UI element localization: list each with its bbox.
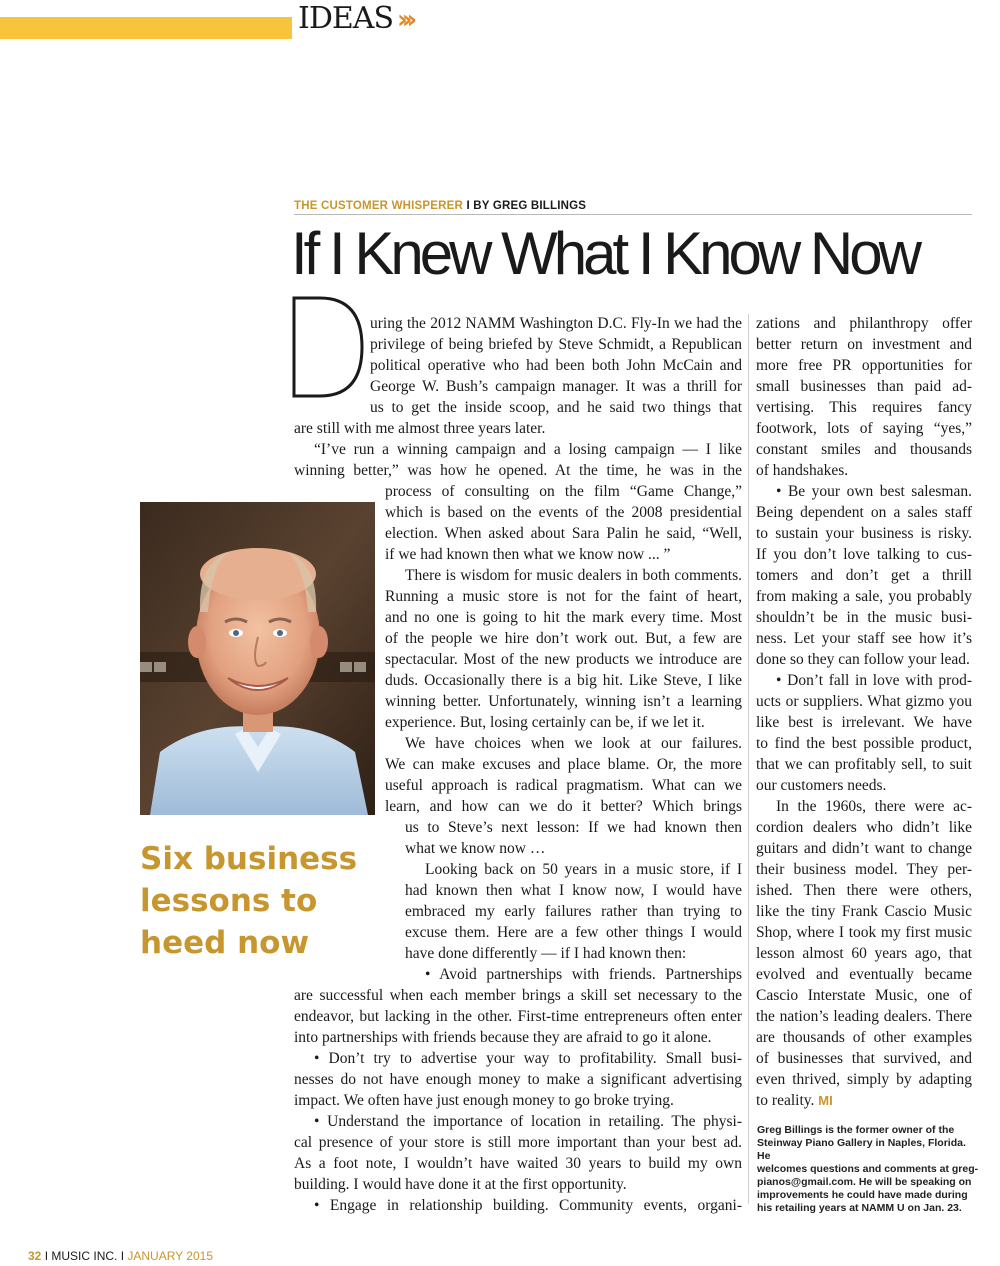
pull-quote-line: heed now [140,925,310,961]
article-text-line: have done differently — if I had known then: [405,945,687,962]
article-text-line: constant smiles and thousands [756,441,972,458]
end-mark: MI [818,1093,833,1108]
page-folio [28,1249,213,1263]
article-text-line: process of consulting on the film “Game Change,” [385,483,742,500]
article-text-line: of businesses that survived, and [756,1050,972,1067]
article-text-line: nesses do not have enough money to make a significant advertising [294,1071,742,1088]
article-text-line: of handshakes. [756,462,849,479]
article-text-line: Looking back on 50 years in a music store, if I [425,861,742,878]
bio-line: welcomes questions and comments at greg- [757,1163,979,1175]
bio-line: Greg Billings is the former owner of the [757,1124,955,1136]
article-text-line: which is based on the events of the 2008 presidential [385,504,742,521]
article-final-line [756,1091,833,1111]
pull-quote-line: Six business [140,841,358,877]
article-text-line: cal presence of your store is still more important than your best ad. [294,1134,742,1151]
final-line-text: to reality. [756,1092,815,1109]
article-text-line: Running a music store is not for the faint of heart, [385,588,742,605]
article-text-line: There is wisdom for music dealers in both comments. [405,567,742,584]
article-text-line: • Engage in relationship building. Community events, organi- [314,1197,742,1214]
article-text-line: privilege of being briefed by Steve Schmidt, a Republican [370,336,742,353]
article-text-line: • Be your own best salesman. [776,483,972,500]
article-text-line: • Don’t try to advertise your way to profitability. Small busi- [314,1050,742,1067]
article-text-line: spectacular. Most of the new products we introduce are [385,651,742,668]
article-text-line: ucts or suppliers. What gizmo you [756,693,972,710]
article-text-line: us to Steve’s next lesson: If we had known then [405,819,742,836]
article-text-line: done so they can follow your lead. [756,651,970,668]
article-text-line: Being dependent on a sales staff [756,504,972,521]
article-text-line: lesson almost 60 years ago, that [756,945,972,962]
author-portrait-image [140,502,375,815]
article-text-line: learn, and how can we do it better? Which brings [385,798,742,815]
article-text-line: are still with me almost three years later. [294,420,546,437]
article-text-line: of the people we hire don’t work out. But, a few are [385,630,742,647]
article-text-line: into partnerships with friends because they are afraid to go it alone. [294,1029,712,1046]
article-text-line: zations and philanthropy offer [756,315,972,332]
bio-line: his retailing years at NAMM U on Jan. 23. [757,1202,962,1214]
drop-cap [290,296,365,398]
article-text-line: excuse them. Here are a few other things I would [405,924,742,941]
bio-line: improvements he could have made during [757,1189,968,1201]
article-text-line: experience. But, losing certainly can be, if we let it. [385,714,705,731]
article-text-line: • Don’t fall in love with prod- [776,672,972,689]
article-text-line: had known then what I know now, I would have [405,882,742,899]
section-color-bar [0,17,292,39]
issue-date: JANUARY 2015 [127,1249,213,1263]
pull-quote-line: lessons to [140,883,318,919]
article-text-line: “I’ve run a winning campaign and a losing campaign — I like [314,441,742,458]
article-text-line: We can make excuses and place blame. Or, the more [385,756,742,773]
article-text-line: what we know now … [405,840,546,857]
byline: BY GREG BILLINGS [473,200,587,212]
article-text-line: winning better. Unfortunately, winning isn’t a learning [385,693,742,710]
article-text-line: shouldn’t be in the music busi- [756,609,972,626]
bio-line: Steinway Piano Gallery in Naples, Florida. He [757,1137,966,1162]
section-title: IDEAS [298,1,394,36]
article-text-line: • Avoid partnerships with friends. Partnerships [425,966,742,983]
page-number: 32 [28,1249,42,1263]
article-text-line: Shop, where I took my first music [756,924,972,941]
article-text-line: to sustain your business is risky. [756,525,972,542]
article-text-line: our customers needs. [756,777,887,794]
article-text-line: political operative who had been both John McCain and [370,357,742,374]
article-text-line: guitars and didn’t want to change [756,840,972,857]
pull-quote [140,838,380,964]
article-text-line: are successful when each member brings a skill set necessary to the [294,987,742,1004]
article-text-line: useful approach is radical pragmatism. What can we [385,777,742,794]
article-text-line: if we had known then what we know now ... ” [385,546,671,563]
article-text-line: even thrived, simply by adapting [756,1071,972,1088]
article-text-line: If you don’t love talking to cus- [756,546,972,563]
drop-cap-glyph [290,296,365,398]
kicker: THE CUSTOMER WHISPERER I BY GREG BILLINGS [294,200,972,215]
article-text-line: more free PR opportunities for [756,357,972,374]
bio-line: pianos@gmail.com. He will be speaking on [757,1176,972,1188]
article-text-line: ished. Then there were others, [756,882,972,899]
article-text-line: We have choices when we look at our failures. [405,735,742,752]
article-text-line: Cascio Interstate Music, one of [756,987,972,1004]
author-bio [757,1124,979,1215]
article-text-line: that we can profitably sell, to suit [756,756,972,773]
article-text-line: the nation’s leading dealers. There [756,1008,972,1025]
article-text-line: are thousands of other examples [756,1029,972,1046]
article-text-line: As a foot note, I wouldn’t have waited 30 years to build my own [294,1155,742,1172]
chevron-right-icon: ››› [397,5,412,35]
article-text-line: evolved and eventually became [756,966,972,983]
article-text-line: uring the 2012 NAMM Washington D.C. Fly-In we had the [370,315,742,332]
article-text-line: better return on investment and [756,336,972,353]
article-text-line: endeavor, but lacking in the other. First-time entrepreneurs often enter [294,1008,742,1025]
article-text-line: embraced my early failures rather than trying to [405,903,742,920]
folio-separator: I [41,1249,52,1263]
article-text-line: us to get the inside scoop, and he said two things that [370,399,742,416]
column-name: THE CUSTOMER WHISPERER [294,200,464,212]
article-text-line: winning better,” was how he opened. At the time, he was in the [294,462,742,479]
article-text-line: like the tiny Frank Cascio Music [756,903,972,920]
article-text-line: to find the best possible product, [756,735,972,752]
article-text-line: ness. Let your staff see how it’s [756,630,972,647]
article-text-line: small businesses than paid ad- [756,378,972,395]
article-text-line: like best is irrelevant. We have [756,714,972,731]
article-text-line: In the 1960s, there were ac- [776,798,972,815]
article-text-line: building. I would have done it at the first opportunity. [294,1176,627,1193]
section-header [298,1,412,36]
article-text-line: duds. Occasionally there is a big hit. Like Steve, I like [385,672,742,689]
article-text-line: George W. Bush’s campaign manager. It was a thrill for [370,378,742,395]
article-text-line: • Understand the importance of location in retailing. The physi- [314,1113,742,1130]
article-text-line: impact. We often have just enough money to go broke trying. [294,1092,674,1109]
article-text-line: from making a sale, you probably [756,588,972,605]
folio-separator: I [117,1249,128,1263]
headline: If I Knew What I Know Now [291,220,918,287]
article-text-line: vertising. This requires fancy [756,399,972,416]
article-text-line: and no one is going to hit the mark every time. Most [385,609,742,626]
article-text-line: cordion dealers who didn’t like [756,819,972,836]
author-photo [140,502,375,815]
article-text-line: election. When asked about Sara Palin he said, “Well, [385,525,742,542]
article-text-line: tomers and don’t get a thrill [756,567,972,584]
column-divider [748,314,749,1204]
article-text-line: footwork, lots of saying “yes,” [756,420,972,437]
article-text-line: their business model. They per- [756,861,972,878]
publication-name: MUSIC INC. [51,1249,118,1263]
